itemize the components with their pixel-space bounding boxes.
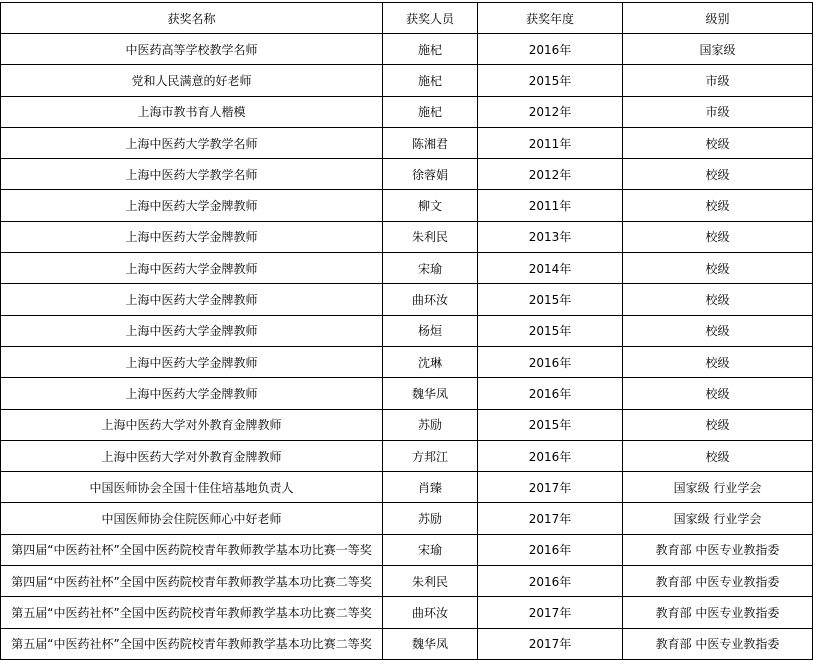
cell-level: 教育部 中医专业教指委 — [623, 597, 813, 628]
cell-award-name: 第四届“中医药社杯”全国中医药院校青年教师教学基本功比赛一等奖 — [1, 534, 383, 565]
cell-level: 校级 — [623, 190, 813, 221]
cell-year: 2014年 — [478, 253, 623, 284]
cell-award-name: 上海中医药大学金牌教师 — [1, 315, 383, 346]
cell-award-name: 上海中医药大学金牌教师 — [1, 253, 383, 284]
cell-year: 2017年 — [478, 597, 623, 628]
cell-year: 2015年 — [478, 409, 623, 440]
cell-award-name: 上海中医药大学金牌教师 — [1, 284, 383, 315]
cell-award-name: 第四届“中医药社杯”全国中医药院校青年教师教学基本功比赛二等奖 — [1, 566, 383, 597]
table-row — [1, 159, 813, 190]
table-row — [1, 346, 813, 377]
table-row — [1, 597, 813, 628]
cell-level: 校级 — [623, 159, 813, 190]
table-row — [1, 315, 813, 346]
cell-year: 2012年 — [478, 96, 623, 127]
awards-table — [0, 2, 813, 660]
cell-year: 2017年 — [478, 628, 623, 659]
table-row — [1, 628, 813, 659]
cell-level: 校级 — [623, 346, 813, 377]
cell-level: 市级 — [623, 96, 813, 127]
cell-recipient: 曲环汝 — [383, 284, 478, 315]
cell-level: 国家级 行业学会 — [623, 472, 813, 503]
cell-level: 校级 — [623, 315, 813, 346]
cell-level: 校级 — [623, 440, 813, 471]
table-row — [1, 284, 813, 315]
table-row — [1, 190, 813, 221]
cell-award-name: 第五届“中医药社杯”全国中医药院校青年教师教学基本功比赛二等奖 — [1, 597, 383, 628]
cell-level: 校级 — [623, 221, 813, 252]
cell-award-name: 上海市教书育人楷模 — [1, 96, 383, 127]
cell-year: 2017年 — [478, 472, 623, 503]
cell-recipient: 魏华凤 — [383, 378, 478, 409]
cell-level: 教育部 中医专业教指委 — [623, 534, 813, 565]
cell-recipient: 朱利民 — [383, 221, 478, 252]
table-row — [1, 127, 813, 158]
header-row — [1, 3, 813, 34]
cell-award-name: 上海中医药大学金牌教师 — [1, 346, 383, 377]
table-row — [1, 409, 813, 440]
cell-year: 2015年 — [478, 315, 623, 346]
cell-award-name: 上海中医药大学金牌教师 — [1, 190, 383, 221]
cell-year: 2016年 — [478, 566, 623, 597]
cell-recipient: 柳文 — [383, 190, 478, 221]
cell-recipient: 肖臻 — [383, 472, 478, 503]
cell-recipient: 曲环汝 — [383, 597, 478, 628]
cell-year: 2016年 — [478, 440, 623, 471]
cell-recipient: 陈湘君 — [383, 127, 478, 158]
cell-recipient: 朱利民 — [383, 566, 478, 597]
table-row — [1, 65, 813, 96]
cell-recipient: 方邦江 — [383, 440, 478, 471]
table-row — [1, 221, 813, 252]
cell-year: 2011年 — [478, 190, 623, 221]
cell-year: 2013年 — [478, 221, 623, 252]
cell-year: 2017年 — [478, 503, 623, 534]
cell-year: 2011年 — [478, 127, 623, 158]
cell-recipient: 苏励 — [383, 409, 478, 440]
cell-award-name: 上海中医药大学对外教育金牌教师 — [1, 409, 383, 440]
cell-award-name: 第五届“中医药社杯”全国中医药院校青年教师教学基本功比赛二等奖 — [1, 628, 383, 659]
cell-recipient: 苏励 — [383, 503, 478, 534]
cell-award-name: 上海中医药大学金牌教师 — [1, 221, 383, 252]
cell-recipient: 施杞 — [383, 34, 478, 65]
table-row — [1, 96, 813, 127]
cell-level: 校级 — [623, 253, 813, 284]
cell-year: 2015年 — [478, 65, 623, 96]
cell-year: 2016年 — [478, 378, 623, 409]
table-row — [1, 440, 813, 471]
cell-award-name: 中国医师协会全国十佳住培基地负责人 — [1, 472, 383, 503]
cell-level: 教育部 中医专业教指委 — [623, 628, 813, 659]
cell-recipient: 施杞 — [383, 65, 478, 96]
cell-recipient: 宋瑜 — [383, 534, 478, 565]
cell-recipient: 宋瑜 — [383, 253, 478, 284]
cell-year: 2015年 — [478, 284, 623, 315]
cell-award-name: 上海中医药大学对外教育金牌教师 — [1, 440, 383, 471]
table-row — [1, 253, 813, 284]
cell-recipient: 施杞 — [383, 96, 478, 127]
cell-level: 校级 — [623, 284, 813, 315]
cell-level: 国家级 行业学会 — [623, 503, 813, 534]
table-row — [1, 503, 813, 534]
cell-award-name: 中医药高等学校教学名师 — [1, 34, 383, 65]
table-row — [1, 566, 813, 597]
table-row — [1, 34, 813, 65]
cell-award-name: 上海中医药大学金牌教师 — [1, 378, 383, 409]
cell-level: 教育部 中医专业教指委 — [623, 566, 813, 597]
header-award-name: 获奖名称 — [1, 3, 383, 34]
cell-level: 校级 — [623, 378, 813, 409]
cell-year: 2016年 — [478, 346, 623, 377]
cell-recipient: 沈琳 — [383, 346, 478, 377]
cell-recipient: 魏华凤 — [383, 628, 478, 659]
header-year: 获奖年度 — [478, 3, 623, 34]
cell-award-name: 上海中医药大学教学名师 — [1, 127, 383, 158]
cell-year: 2016年 — [478, 34, 623, 65]
cell-recipient: 杨烜 — [383, 315, 478, 346]
cell-award-name: 中国医师协会住院医师心中好老师 — [1, 503, 383, 534]
cell-recipient: 徐蓉娟 — [383, 159, 478, 190]
cell-level: 市级 — [623, 65, 813, 96]
table-row — [1, 378, 813, 409]
cell-year: 2016年 — [478, 534, 623, 565]
cell-level: 校级 — [623, 409, 813, 440]
cell-award-name: 上海中医药大学教学名师 — [1, 159, 383, 190]
header-level: 级别 — [623, 3, 813, 34]
table-row — [1, 472, 813, 503]
cell-level: 校级 — [623, 127, 813, 158]
cell-award-name: 党和人民满意的好老师 — [1, 65, 383, 96]
table-body — [1, 34, 813, 660]
header-recipient: 获奖人员 — [383, 3, 478, 34]
cell-level: 国家级 — [623, 34, 813, 65]
cell-year: 2012年 — [478, 159, 623, 190]
table-row — [1, 534, 813, 565]
